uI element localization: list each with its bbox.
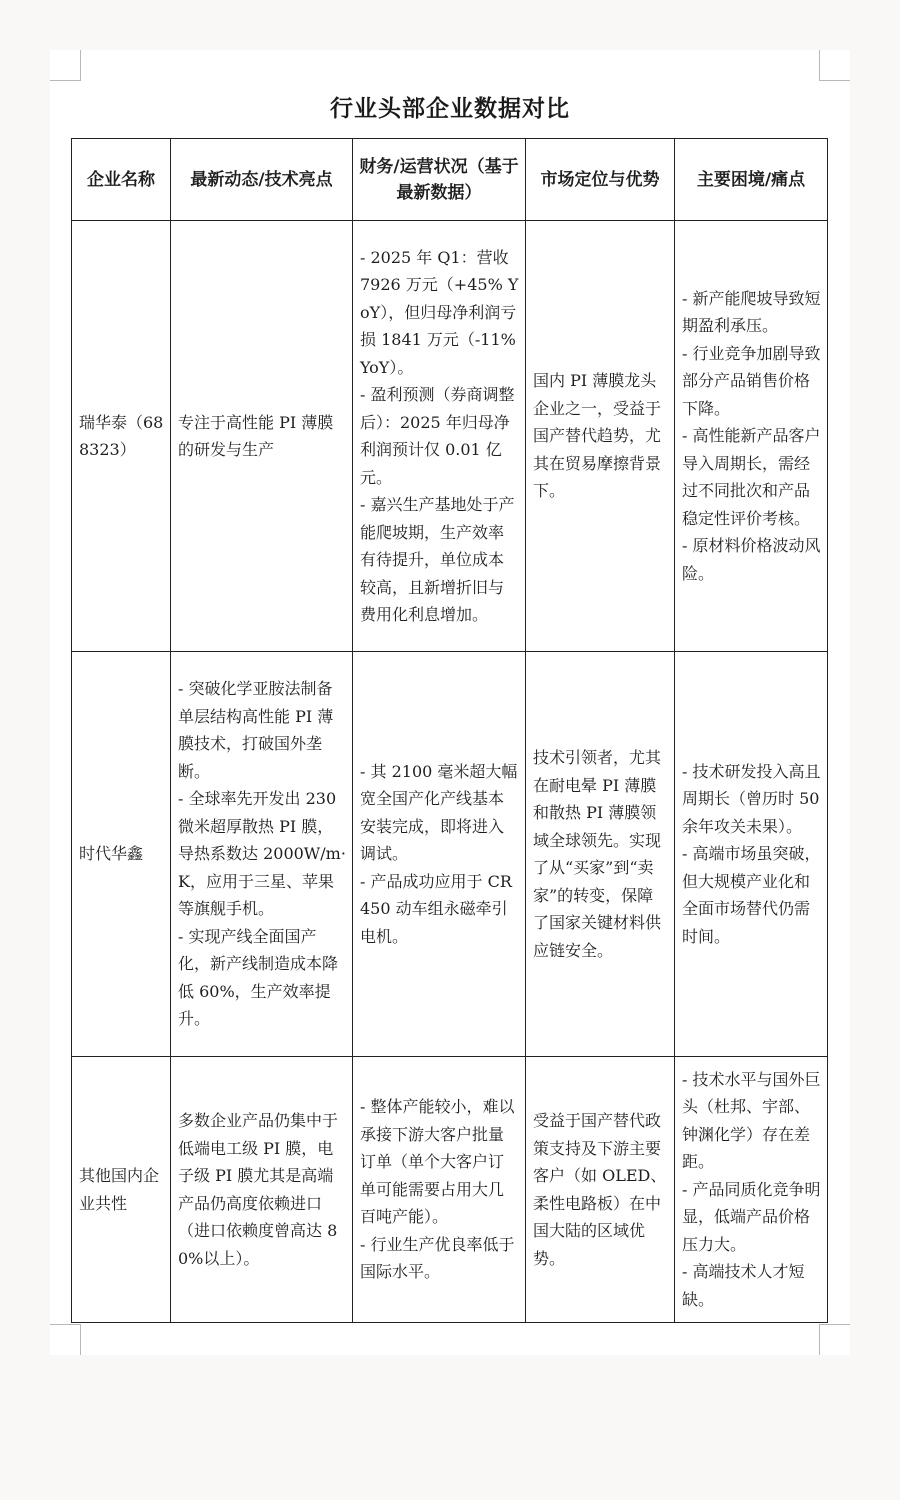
header-tech: 最新动态/技术亮点 [171,139,353,221]
header-company: 企业名称 [72,139,171,221]
table-row [72,221,828,652]
table-row [72,652,828,1057]
table-row [72,1057,828,1323]
cell-tech: 多数企业产品仍集中于低端电工级 PI 膜，电子级 PI 膜尤其是高端产品仍高度依赖进口（进口依赖度曾高达 80%以上）。 [171,1057,353,1323]
crop-mark-bottom-right [819,1324,850,1355]
cell-tech: - 突破化学亚胺法制备单层结构高性能 PI 薄膜技术，打破国外垄断。 - 全球率先开发出 230 微米超厚散热 PI 膜，导热系数达 2000W/m·K，应用于三星、苹果等旗舰手机。 - 实现产线全面国产化，新产线制造成本降低 60%，生产效率提升。 [171,652,353,1057]
cell-finance: - 其 2100 毫米超大幅宽全国产化产线基本安装完成，即将进入调试。 - 产品成功应用于 CR450 动车组永磁牵引电机。 [353,652,526,1057]
cell-finance: - 2025 年 Q1：营收 7926 万元（+45% YoY），但归母净利润亏损 1841 万元（-11% YoY）。 - 盈利预测（券商调整后）：2025 年归母净利润预计仅 0.01 亿元。 - 嘉兴生产基地处于产能爬坡期，生产效率有待提升，单位成本较高，且新增折旧与费用化利息增加。 [353,221,526,652]
comparison-table [71,138,828,1323]
cell-market: 技术引领者，尤其在耐电晕 PI 薄膜和散热 PI 薄膜领域全球领先。实现了从“买家”到“卖家”的转变，保障了国家关键材料供应链安全。 [526,652,675,1057]
cell-company: 时代华鑫 [72,652,171,1057]
crop-mark-top-right [819,50,850,81]
cell-market: 受益于国产替代政策支持及下游主要客户（如 OLED、柔性电路板）在中国大陆的区域优势。 [526,1057,675,1323]
cell-company: 瑞华泰（688323） [72,221,171,652]
header-row [72,139,828,221]
cell-market: 国内 PI 薄膜龙头企业之一，受益于国产替代趋势，尤其在贸易摩擦背景下。 [526,221,675,652]
header-finance: 财务/运营状况（基于最新数据） [353,139,526,221]
crop-mark-top-left [50,50,81,81]
cell-company: 其他国内企业共性 [72,1057,171,1323]
cell-pain: - 技术水平与国外巨头（杜邦、宇部、钟渊化学）存在差距。 - 产品同质化竞争明显，低端产品价格压力大。 - 高端技术人才短缺。 [675,1057,828,1323]
header-pain: 主要困境/痛点 [675,139,828,221]
cell-tech: 专注于高性能 PI 薄膜的研发与生产 [171,221,353,652]
header-market: 市场定位与优势 [526,139,675,221]
crop-mark-bottom-left [50,1324,81,1355]
cell-pain: - 新产能爬坡导致短期盈利承压。 - 行业竞争加剧导致部分产品销售价格下降。 - 高性能新产品客户导入周期长，需经过不同批次和产品稳定性评价考核。 - 原材料价格波动风险。 [675,221,828,652]
cell-pain: - 技术研发投入高且周期长（曾历时 50 余年攻关未果）。 - 高端市场虽突破，但大规模产业化和全面市场替代仍需时间。 [675,652,828,1057]
document-title: 行业头部企业数据对比 [330,95,570,122]
document-page [50,50,850,1355]
cell-finance: - 整体产能较小，难以承接下游大客户批量订单（单个大客户订单可能需要占用大几百吨产能）。 - 行业生产优良率低于国际水平。 [353,1057,526,1323]
